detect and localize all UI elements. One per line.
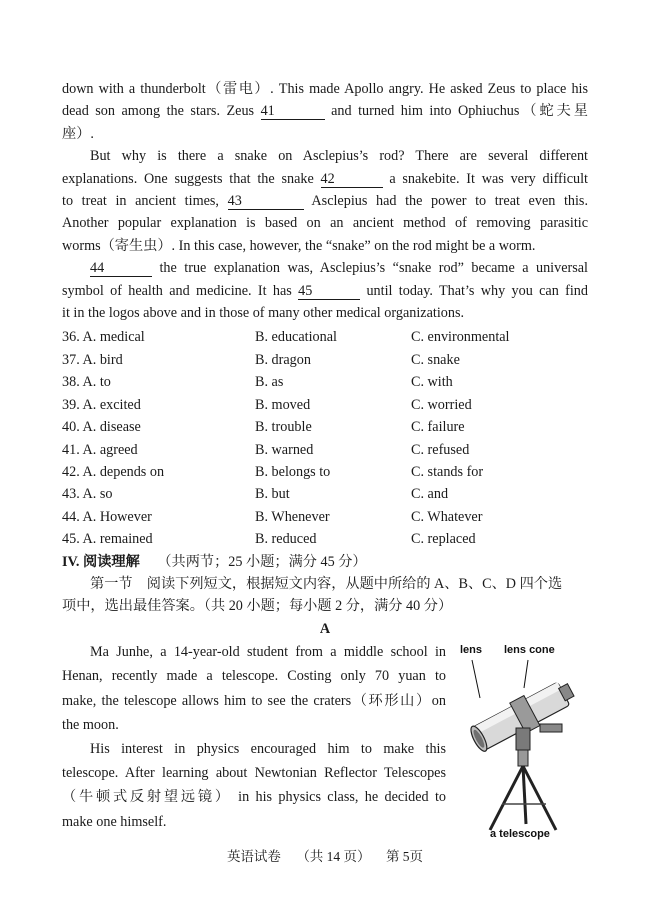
option-b[interactable]: B. dragon (255, 351, 311, 368)
option-row (62, 506, 588, 528)
option-c[interactable]: C. and (411, 486, 449, 503)
text-line: symbol of health and medicine. It has 45 until today. That’s why you can find (62, 282, 588, 299)
footer-page-number: 第 5页 (385, 849, 424, 864)
option-b[interactable]: B. belongs to (255, 463, 331, 480)
option-row (62, 461, 588, 483)
option-a[interactable]: 44. A. However (62, 508, 152, 525)
text-line: His interest in physics encouraged him to make this (90, 740, 446, 757)
section-number: IV. (62, 553, 80, 570)
section-title: 阅读理解 (83, 553, 140, 570)
blank-45[interactable]: 45 (298, 283, 360, 300)
option-a[interactable]: 39. A. excited (62, 396, 141, 413)
option-a[interactable]: 38. A. to (62, 374, 111, 391)
text-line: 44 the true explanation was, Asclepius’s “snake rod” became a universal (90, 260, 588, 277)
text-line: Henan, recently made a telescope. Costing only 70 yuan to (62, 668, 446, 685)
text-line: it in the logos above and in those of many other medical organizations. (62, 305, 465, 322)
option-a[interactable]: 37. A. bird (62, 351, 123, 368)
option-b[interactable]: B. trouble (255, 419, 312, 436)
option-row (62, 439, 588, 461)
telescope-illustration-icon (460, 658, 588, 834)
blank-43[interactable]: 43 (228, 193, 304, 210)
passage-label: A (319, 620, 331, 637)
option-a[interactable]: 41. A. agreed (62, 441, 138, 458)
option-c[interactable]: C. worried (411, 396, 472, 413)
blank-41[interactable]: 41 (261, 103, 325, 120)
option-row (62, 371, 588, 393)
option-c[interactable]: C. Whatever (411, 508, 483, 525)
option-a[interactable]: 36. A. medical (62, 329, 145, 346)
page-footer (0, 845, 650, 865)
option-row (62, 528, 588, 550)
text-line: Another popular explanation is based on an ancient method of removing parasitic (62, 215, 588, 232)
part-instructions-line-2: 项中，选出最佳答案。（共 20 小题；每小题 2 分，满分 40 分） (62, 598, 453, 615)
section-info: （共两节；25 小题；满分 45 分） (157, 553, 367, 570)
telescope-figure (460, 638, 588, 848)
text-line: worms（寄生虫）. In this case, however, the “snake” on the rod might be a worm. (62, 237, 536, 254)
passage-paragraph-2 (62, 145, 588, 257)
option-row (62, 326, 588, 348)
option-b[interactable]: B. Whenever (255, 508, 330, 525)
option-c[interactable]: C. failure (411, 419, 465, 436)
blank-44[interactable]: 44 (90, 260, 152, 277)
label-lens-cone: lens cone (504, 644, 555, 657)
text-line: make one himself. (62, 813, 167, 830)
answer-options (62, 326, 588, 550)
option-c[interactable]: C. with (411, 374, 453, 391)
option-c[interactable]: C. environmental (411, 329, 510, 346)
text-line: dead son among the stars. Zeus 41 and turned him into Ophiuchus（蛇夫星 (62, 103, 588, 120)
caption-a-telescope: a telescope (490, 828, 550, 841)
option-a[interactable]: 45. A. remained (62, 531, 153, 548)
footer-page-count: （共 14 页） (296, 849, 371, 864)
option-row (62, 349, 588, 371)
blank-42[interactable]: 42 (321, 171, 383, 188)
option-b[interactable]: B. but (255, 486, 290, 503)
option-c[interactable]: C. stands for (411, 463, 484, 480)
option-a[interactable]: 43. A. so (62, 486, 113, 503)
option-b[interactable]: B. moved (255, 396, 311, 413)
text-line: 座）. (62, 125, 94, 142)
text-line: （牛顿式反射望远镜） in his physics class, he decided to (62, 789, 446, 806)
text-line: Ma Junhe, a 14-year-old student from a middle school in (90, 644, 446, 661)
option-b[interactable]: B. as (255, 374, 284, 391)
article-text (62, 640, 446, 834)
text-line: telescope. After learning about Newtonian Reflector Telescopes (62, 765, 446, 782)
option-a[interactable]: 42. A. depends on (62, 463, 165, 480)
text-line: make, the telescope allows him to see the craters（环形山）on (62, 692, 446, 709)
label-lens: lens (460, 644, 483, 657)
option-b[interactable]: B. educational (255, 329, 337, 346)
option-b[interactable]: B. warned (255, 441, 314, 458)
text-line: to treat in ancient times, 43 Asclepius had the power to treat even this. (62, 193, 588, 210)
section-heading (62, 551, 588, 573)
exam-page (62, 78, 589, 841)
option-b[interactable]: B. reduced (255, 531, 317, 548)
option-row (62, 416, 588, 438)
text-line: explanations. One suggests that the snake 42 a snakebite. It was very difficult (62, 170, 589, 187)
footer-subject: 英语试卷 (226, 849, 281, 864)
part-instructions-line-1: 第一节 阅读下列短文，根据短文内容，从题中所给的 A、B、C、D 四个选 (90, 575, 563, 592)
option-c[interactable]: C. refused (411, 441, 470, 458)
passage-paragraph-1 (62, 78, 588, 145)
passage-paragraph-3 (62, 257, 588, 324)
option-a[interactable]: 40. A. disease (62, 419, 141, 436)
option-c[interactable]: C. replaced (411, 531, 476, 548)
option-row (62, 483, 588, 505)
text-line: the moon. (62, 716, 119, 733)
article-a (62, 640, 588, 841)
option-c[interactable]: C. snake (411, 351, 460, 368)
option-row (62, 394, 588, 416)
text-line: down with a thunderbolt（雷电）. This made Apollo angry. He asked Zeus to place his (62, 81, 588, 97)
text-line: But why is there a snake on Asclepius’s rod? There are several different (90, 148, 588, 165)
